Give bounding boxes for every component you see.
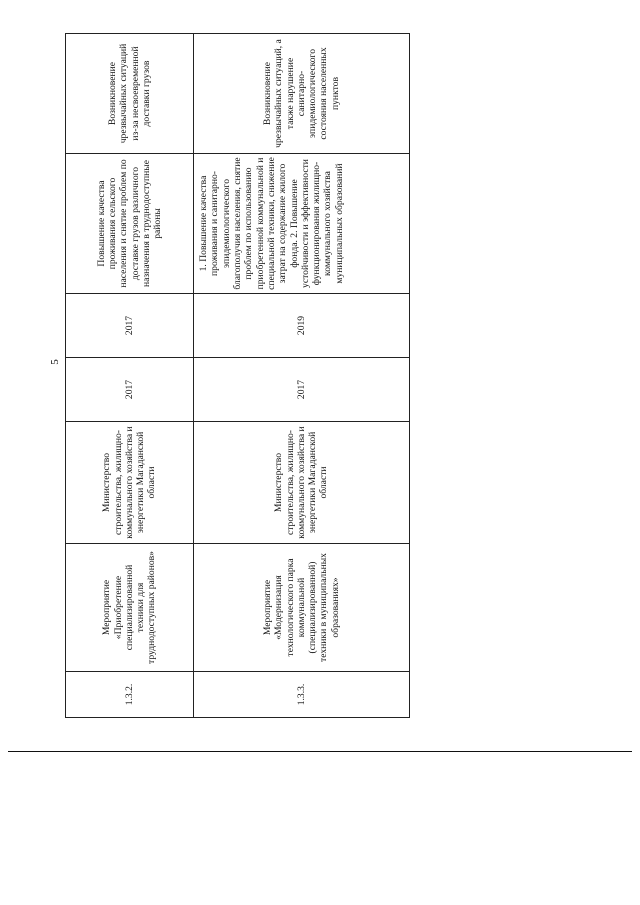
measures-table bbox=[65, 33, 410, 718]
event-name: Мероприятие «Приобретение специализированной техники для труднодоступных районов» bbox=[66, 544, 194, 672]
table-row bbox=[194, 34, 410, 718]
event-name: Мероприятие «Модернизация технологического парка коммунальной (специализированной) техники в муниципальных образованиях» bbox=[194, 544, 410, 672]
executor: Министерство строительства, жилищно-коммунального хозяйства и энергетики Магаданской области bbox=[66, 422, 194, 544]
risk: Возникновение чрезвычайных ситуаций, а также нарушение санитарно-эпидемиологического состояния населенных пунктов bbox=[194, 34, 410, 154]
expected-result: 1. Повышение качества проживания и санитарно-эпидемиологического благополучия населения, снятие проблем по использованию приобретенной коммунальной и специальной техники, снижение затрат на содержание жилого фонда. 2. Повышение устойчивости и эффективности функционирования жилищно-коммунального хозяйства муниципальных образований bbox=[194, 154, 410, 294]
footer-rule bbox=[8, 751, 632, 752]
table-row bbox=[66, 34, 194, 718]
row-number: 1.3.2. bbox=[66, 672, 194, 718]
end-year: 2019 bbox=[194, 294, 410, 358]
start-year: 2017 bbox=[66, 358, 194, 422]
row-number: 1.3.3. bbox=[194, 672, 410, 718]
end-year: 2017 bbox=[66, 294, 194, 358]
page-number: 5 bbox=[48, 359, 61, 365]
executor: Министерство строительства, жилищно-коммунального хозяйства и энергетики Магаданской области bbox=[194, 422, 410, 544]
risk: Возникновение чрезвычайных ситуаций из-за несвоевременной доставки грузов bbox=[66, 34, 194, 154]
expected-result: Повышение качества проживания сельского населения и снятие проблем по доставке грузов различного назначения в труднодоступные районы bbox=[66, 154, 194, 294]
document-table-region bbox=[65, 34, 409, 718]
start-year: 2017 bbox=[194, 358, 410, 422]
